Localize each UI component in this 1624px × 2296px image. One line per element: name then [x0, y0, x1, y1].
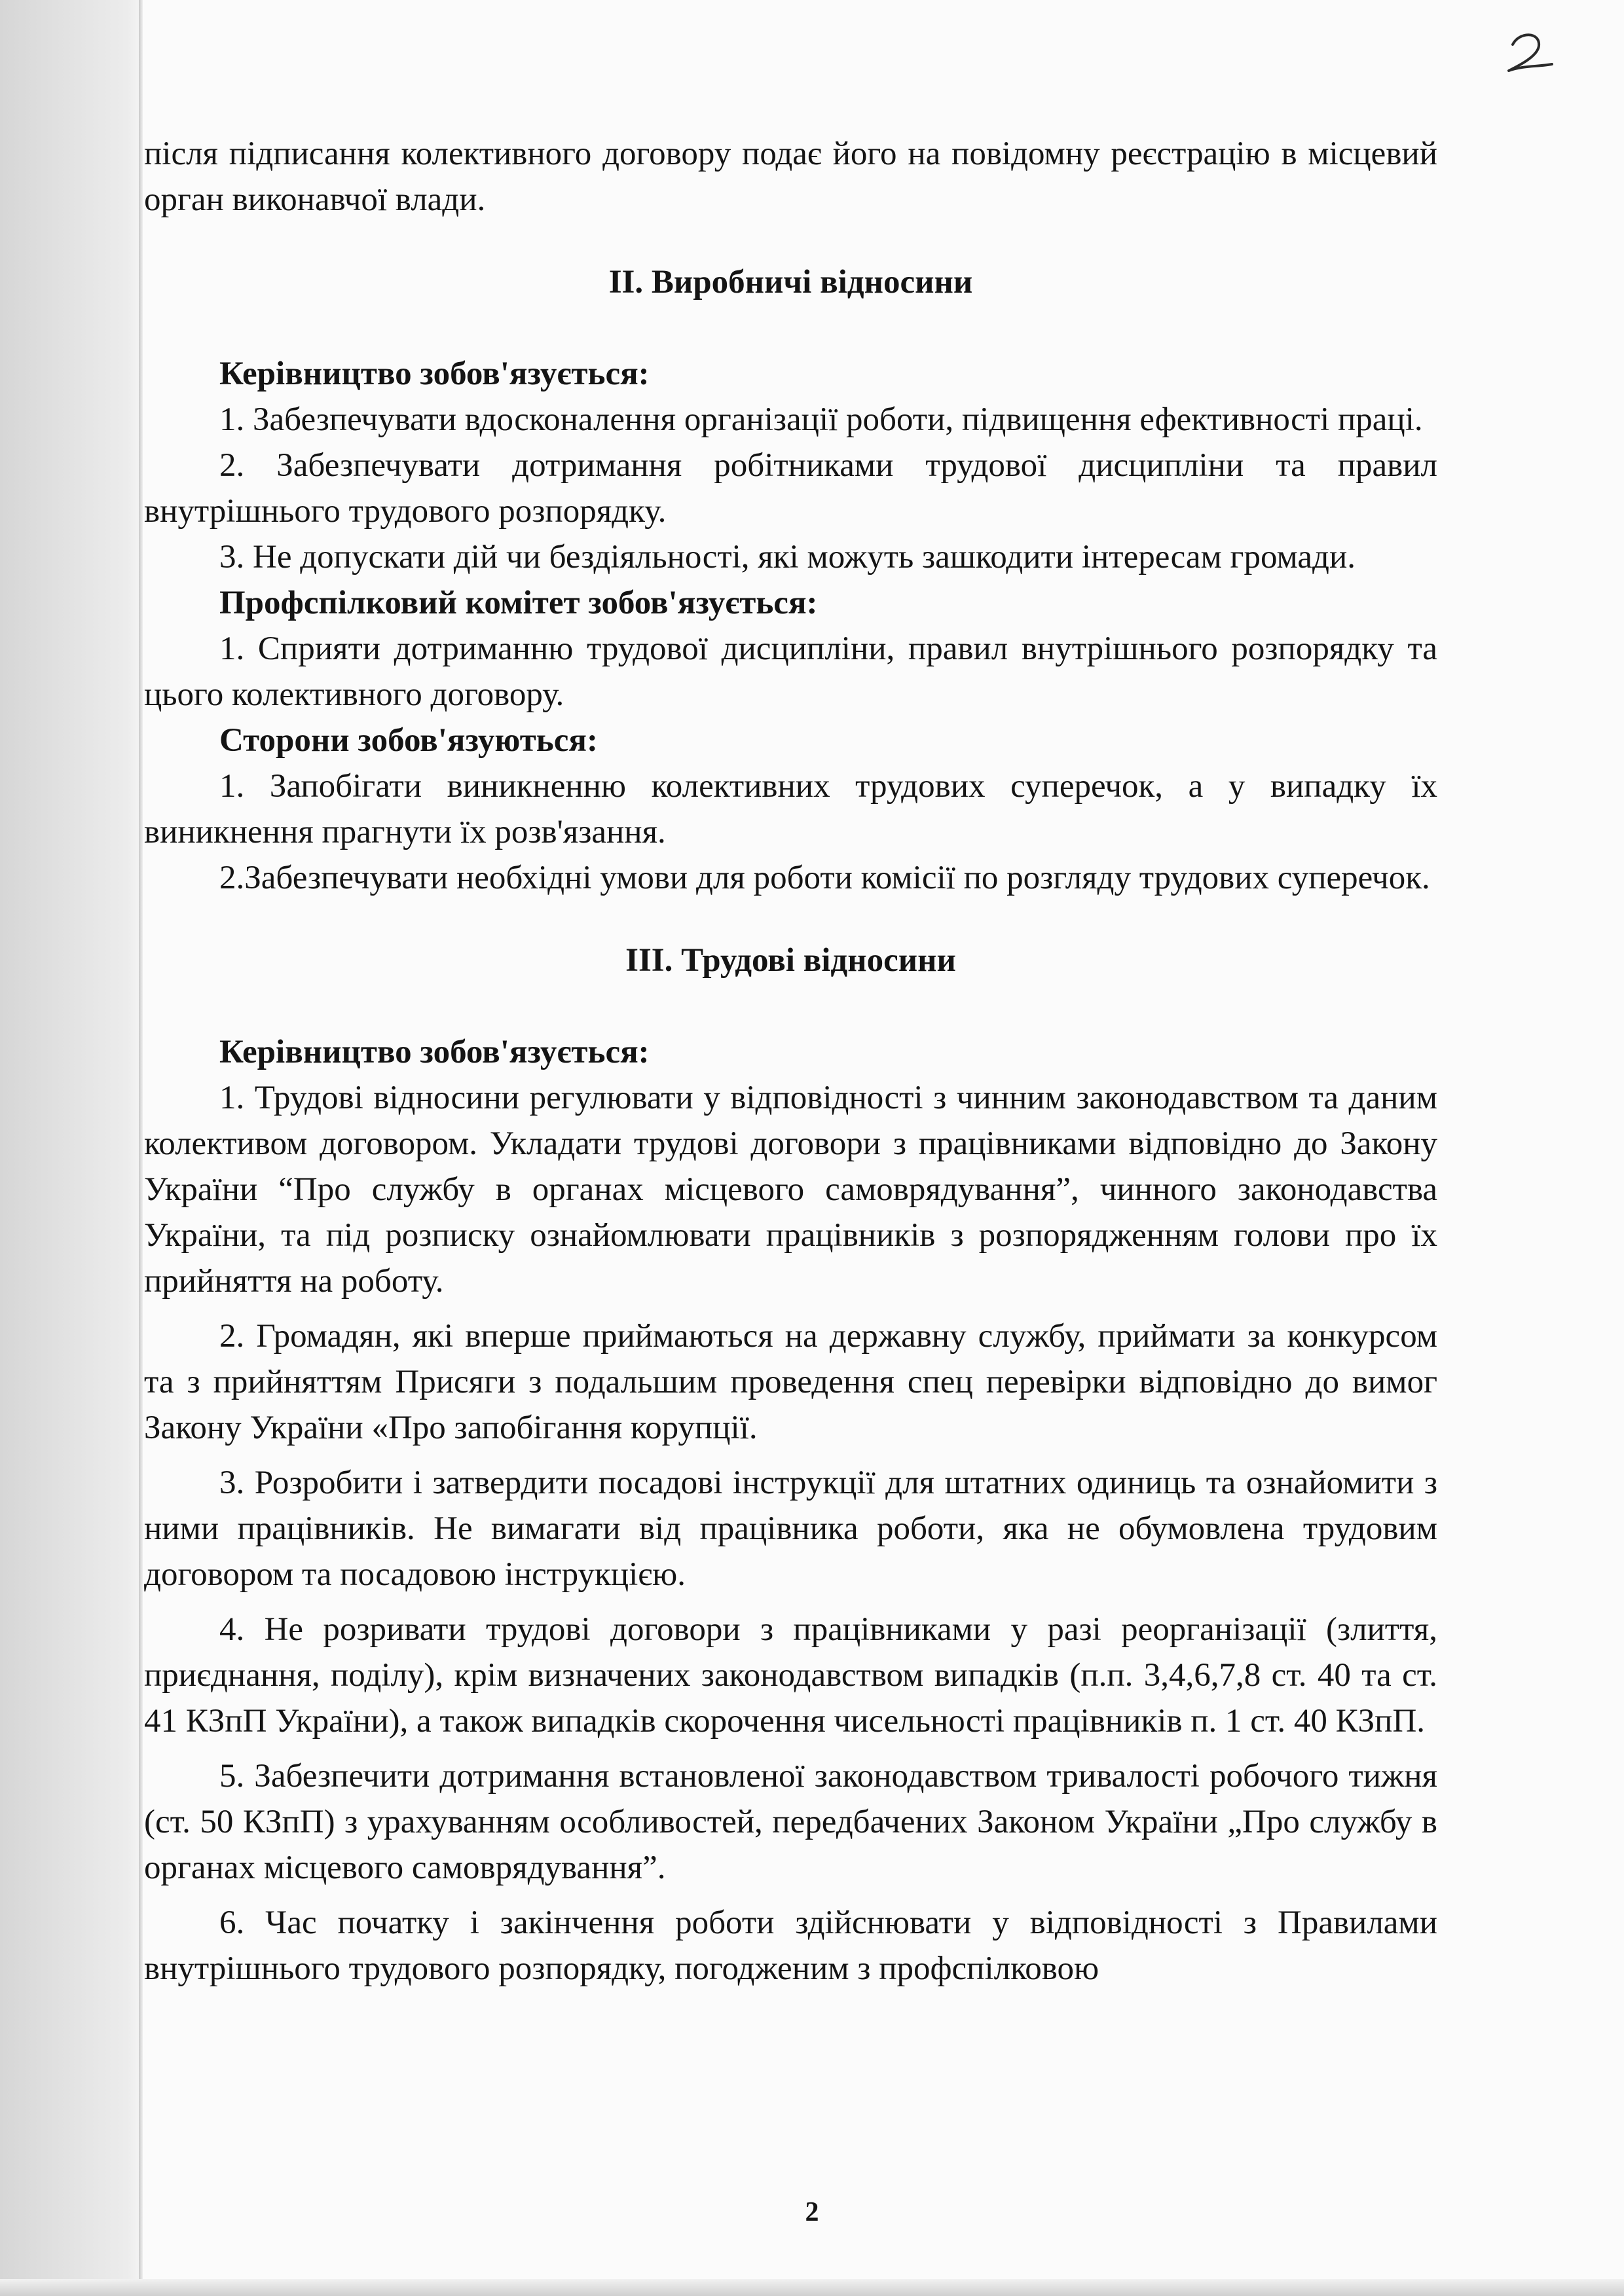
document-body [144, 131, 1437, 1992]
section-2-title: ІІ. Виробничі відносини [608, 264, 973, 301]
section-2-union-heading: Профспілковий комітет зобов'язується: [219, 585, 818, 621]
section-3-management-item: 1. Трудові відносини регулювати у відповідності з чинним законодавством та даним колективом договором. Укладати трудові договори з працівниками відповідно до Закону України “Про службу в органах місцевого самоврядування”, чинного законодавства України, та під розписку ознайомлювати працівників з розпорядженням голови про їх прийняття на роботу. [144, 1080, 1437, 1300]
page-bottom-edge [0, 2279, 1624, 2296]
section-3-management-item: 3. Розробити і затвердити посадові інструкції для штатних одиниць та ознайомити з ними працівників. Не вимагати від працівника роботи, яка не обумовлена трудовим договором та посадовою інструкцією. [144, 1465, 1437, 1593]
section-3-management-item: 2. Громадян, які вперше приймаються на державну службу, приймати за конкурсом та з прийняттям Присяги з подальшим проведення спец перевірки відповідно до вимог Закону України «Про запобігання корупції. [144, 1318, 1437, 1446]
section-2-management-item: 3. Не допускати дій чи бездіяльності, які можуть зашкодити інтересам громади. [219, 539, 1356, 575]
section-3-management-item: 6. Час початку і закінчення роботи здійснювати у відповідності з Правилами внутрішнього трудового розпорядку, погодженим з профспілковою [144, 1904, 1437, 1987]
section-3-management-item: 4. Не розривати трудові договори з працівниками у разі реорганізації (злиття, приєднання, поділу), крім визначених законодавством випадків (п.п. 3,4,6,7,8 ст. 40 та ст. 41 КЗпП України), а також випадків скорочення чисельності працівників п. 1 ст. 40 КЗпП. [144, 1611, 1437, 1740]
section-2-parties-item: 1. Запобігати виникненню колективних трудових суперечок, а у випадку їх виникнення прагнути їх розв'язання. [144, 768, 1437, 850]
section-3-title: ІІІ. Трудові відносини [625, 942, 956, 979]
section-2-management-heading: Керівництво зобов'язується: [219, 355, 650, 392]
section-2-management-item: 1. Забезпечувати вдосконалення організації роботи, підвищення ефективності праці. [219, 401, 1423, 438]
section-3-management-heading: Керівництво зобов'язується: [219, 1034, 650, 1070]
section-2-parties-item: 2.Забезпечувати необхідні умови для роботи комісії по розгляду трудових суперечок. [219, 860, 1430, 896]
section-2-management-item: 2. Забезпечувати дотримання робітниками трудової дисципліни та правил внутрішнього трудового розпорядку. [144, 447, 1437, 530]
section-3-management-item: 5. Забезпечити дотримання встановленої законодавством тривалості робочого тижня (ст. 50 КЗпП) з урахуванням особливостей, передбачених Законом України „Про службу в органах місцевого самоврядування”. [144, 1758, 1437, 1886]
page-number: 2 [805, 2197, 819, 2227]
section-2-parties-heading: Сторони зобов'язуються: [219, 722, 598, 759]
handwritten-page-mark [1500, 26, 1559, 79]
page-shadow-strip [0, 0, 141, 2296]
intro-paragraph: після підписання колективного договору подає його на повідомну реєстрацію в місцевий орган виконавчої влади. [144, 136, 1437, 218]
page-edge-line [139, 0, 143, 2296]
section-2-union-item: 1. Сприяти дотриманню трудової дисципліни, правил внутрішнього розпорядку та цього колективного договору. [144, 630, 1437, 713]
